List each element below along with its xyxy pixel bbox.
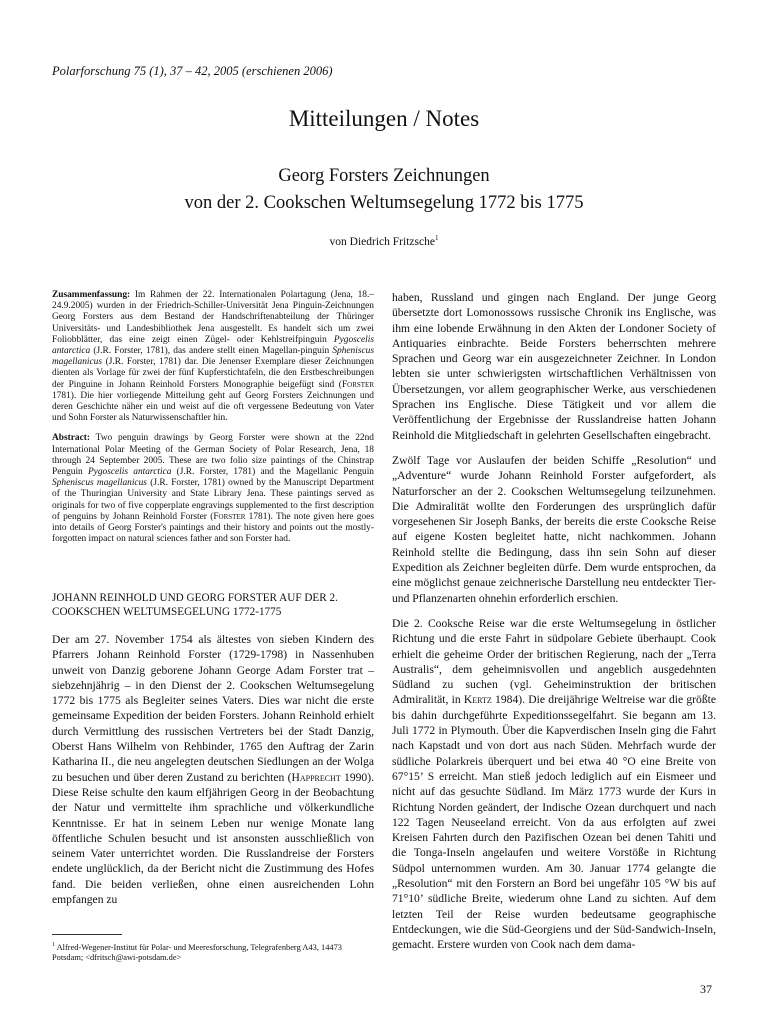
article-title-line-1: Georg Forsters Zeichnungen [278,166,490,186]
species-name: Pygoscelis antarctica [87,467,172,478]
citation-author: Forster [341,379,374,390]
species-name: Pygoscelis antarctica [52,334,374,357]
body-text: 1990). Diese Reise schulte den kaum elfjährigen Georg in der Beobachtung der Natur und vermittelte ihm sprachliche und völkerkundliche Kenntnisse. Er hat in seinem Leben nur wenige Monate lang öffentliche Schulen besucht und ist ansonsten ausschließlich von seinem Vater unterrichtet worden. Die Russlandreise der Forsters endete unglücklich, da der Bericht nicht die Zustimmung des Hofes fand. Die beiden verließen, ohne einen ausreichenden Lohn empfangen zu [52,770,374,907]
author-byline [0,234,768,248]
citation-author: Forster [213,511,246,522]
section-heading: JOHANN REINHOLD UND GEORG FORSTER AUF DER 2. COOKSCHEN WELTUMSEGELUNG 1772-1775 [52,592,338,618]
abstract-paragraph [52,433,374,545]
section-title: Mitteilungen / Notes [288,106,480,131]
body-text: 1984). Die dreijährige Weltreise war die größte bis dahin durchgeführte Expeditionssegelfahrt. Sie begann am 13. Juli 1772 in Plymouth. Über die Kapverdischen Inseln ging die Fahrt nach Kapstadt und von dort aus nach Süden. Mehrfach wurde der südliche Polarkreis überquert und bei etwa 40 °O eine Breite von 67°15’ S erreicht. Man stieß jedoch lediglich auf ein Eismeer und nicht auf das gesuchte Südland. Im März 1773 wurde der Kurs in Richtung Norden geändert, der Indische Ozean durchquert und nach 122 Tagen Neuseeland erreicht. Von da aus erfolgten auf zwei Kreisen Fahrten durch den Pazifischen Ozean bei denen Tahiti und die Tonga-Inseln angelaufen und weitere Vorstöße in Richtung Südpol unternommen wurden. Am 30. Januar 1774 gelangte die „Resolution“ mit den Forstern an Bord bei ungefähr 105 °W bis auf 71°10’ südliche Breite, wiederum ohne Land zu sichten. Auf dem letzten Teil der Reise wurden bedeutsame geographische Entdeckungen, wie die Süd-Georgiens und der Süd-Sandwich-Inseln, gemacht. Erstere wurden von Cook nach dem dama- [392,693,716,952]
body-paragraph: haben, Russland und gingen nach England. Der junge Georg übersetzte dort Lomonossows russische Chronik ins Englische, was ihm eine lobende Erwähnung in den Akten der Londoner Society of Antiquaries einbrachte. Beide Forsters beherrschten mehrere Sprachen und Georg war ein ausgezeichneter Zeichner. In London lebten sie unter schwierigsten wirtschaftlichen Verhältnissen von Übersetzungen, vor allem geographischer Werke, aus verschiedenen Sprachen ins Englische. Diese Tätigkeit und vor allem die Veröffentlichung der Ergebnisse der Russlandreise hatten Johann Reinhold die Mitgliedschaft in gelehrten Gesellschaften eingebracht. [392,291,716,442]
citation-author: Kertz [463,693,492,707]
zusammenfassung-text: (J.R. Forster, 1781), das andere stellt einen Magellan-pinguin [90,346,333,357]
article-title [0,163,768,217]
species-name: Spheniscus magellanicus [52,346,374,368]
zusammenfassung-text: Im Rahmen der 22. Internationalen Polartagung (Jena, 18.–24.9.2005) wurden in der Friedrich-Schiller-Universität Jena Pinguin-Zeichnungen Georg Forsters aus dem Bestand der Handschriftenabteilung der Thüringer Universitäts- und Landesbibliothek Jena ausgestellt. Es handelt sich um zwei Foliobblätter, das eine zeigt einen Zügel- oder Kehlstreifpinguin [52,290,374,345]
species-name: Spheniscus magellanicus [52,478,147,489]
body-text: Der am 27. November 1754 als ältestes von sieben Kindern des Pfarrers Johann Reinhold Forster (1729-1798) in Nassenhuben unweit von Danzig geborene Johann George Adam Forster trat – siebzehnjährig – in den Dienst der 2. Cookschen Weltumsegelung 1772 bis 1775 als Begleiter seines Vaters. Dies war nicht die erste gemeinsame Expedition der beiden Forsters. Johann Reinhold erhielt durch Vermittlung des russischen Vertreters bei der Stadt Danzig, Oberst Hans Wilhelm von Rehbinder, 1765 den Auftrag der Zarin Katharina II., die neu angelegten deutschen Siedlungen an der Wolga zu besuchen und über deren Zustand zu berichten ( [52,633,374,784]
footnote-mark: 1 [52,942,55,948]
article-title-line-2: von der 2. Cookschen Weltumsegelung 1772 bis 1775 [184,193,584,213]
right-body-column [392,290,716,962]
abstract-text: (J.R. Forster, 1781) and the Magellanic Penguin [171,467,374,478]
citation-author: Happrecht [291,770,341,784]
left-body-column [52,632,374,907]
zusammenfassung-paragraph [52,290,374,424]
zusammenfassung-text: (J.R. Forster, 1781) dar. Die Jenenser Exemplare dieser Zeichnungen dienten als Vorlage für zwei der fünf Kupferstichtafeln, die den Erstbeschreibungen der Pinguine in Johann Reinhold Forsters Monographie beigefügt sind ( [52,357,374,390]
author-name: von Diedrich Fritzsche [329,235,435,248]
body-paragraph [392,616,716,953]
abstract-text: (J.R. Forster, 1781) owned by the Manuscript Department of the Thuringian University and State Library Jena. These paintings served as originals for two of five copperplate engravings supplemented to the first description of penguins by Johann Reinhold Forster ( [52,478,375,522]
body-text: Die 2. Cooksche Reise war die erste Weltumsegelung in östlicher Richtung und die erste Fahrt in südpolare Gebiete überhaupt. Cook erhielt die geheime Order der britischen Regierung, nach der „Terra Australis“, dem geheimnisvollen und angeblich ausgedehnten Südland zu suchen (vgl. Geheiminstruktion der britischen Admiralität, in [392,616,716,707]
body-paragraph: Zwölf Tage vor Auslaufen der beiden Schiffe „Resolution“ und „Adventure“ wurde Johann Reinhold Forster aufgefordert, als Naturforscher an der 2. Cookschen Weltumsegelung teilzunehmen. Die Admiralität wollte den Forderungen des ursprünglich dafür vorgesehenen Sir Joseph Banks, der bereits die erste Cooksche Reise auf eigene Kosten begleitet hatte, nicht nachkommen. Johann Reinhold stellte die Bedingung, dass ihn sein Sohn auf dieser Expedition als Zeichner begleiten dürfe. Dem wurde entsprochen, da eine möglichst genaue zeichnerische Darstellung neu entdeckter Tier- und Pflanzenarten ohnehin erforderlich erschien. [392,453,716,605]
journal-citation: Polarforschung 75 (1), 37 – 42, 2005 (erschienen 2006) [52,64,333,78]
abstract-text: 1781). The note given here goes into details of Georg Forster's paintings and their history and points out the mostly-forgotten impact on natural sciences father and son Forster had. [52,511,374,545]
footnote [52,940,374,964]
abstract-label: Abstract: [52,433,91,444]
abstract-text: Two penguin drawings by Georg Forster were shown at the 22nd International Polar Meeting of the German Society of Polar Research, Jena, 18 through 24 September 2005. These are two folio size paintings of the Chinstrap Penguin [52,433,374,478]
footnote-text: Alfred-Wegener-Institut für Polar- und Meeresforschung, Telegrafenberg A43, 14473 Potsdam; <dfritsch@awi-potsdam.de> [52,942,342,963]
zusammenfassung-label: Zusammenfassung: [52,290,131,300]
page-number: 37 [700,982,712,996]
zusammenfassung-text: 1781). Die hier vorliegende Mitteilung geht auf Georg Forsters Zeichnungen und deren Geschichte näher ein und weist auf die oft vergessene Bedeutung von Vater und Sohn Forster als Naturwissenschaftler hin. [52,390,374,424]
abstract-column [52,290,374,554]
footnote-divider [52,934,122,935]
body-paragraph [52,632,374,907]
author-footnote-mark: 1 [434,234,439,242]
